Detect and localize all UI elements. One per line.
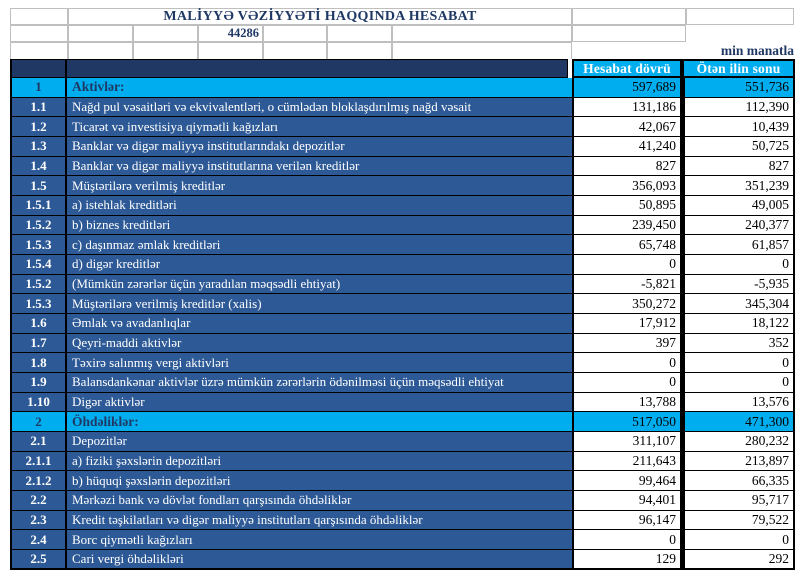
row-value-current: 96,147 bbox=[572, 511, 682, 531]
row-value-previous: 471,300 bbox=[682, 412, 795, 432]
table-row bbox=[10, 294, 795, 314]
grid-cell bbox=[10, 42, 68, 60]
table-row bbox=[10, 275, 795, 295]
row-value-previous: 827 bbox=[682, 157, 795, 177]
table-row bbox=[10, 78, 795, 98]
row-number: 1.9 bbox=[10, 373, 67, 393]
row-value-current: 129 bbox=[572, 550, 682, 570]
row-value-previous: 49,005 bbox=[682, 196, 795, 216]
row-value-previous: 345,304 bbox=[682, 294, 795, 314]
row-value-current: 517,050 bbox=[572, 412, 682, 432]
row-number: 2.2 bbox=[10, 491, 67, 511]
row-label: Əmlak və avadanlıqlar bbox=[67, 314, 572, 334]
table-row bbox=[10, 98, 795, 118]
row-label: Təxirə salınmış vergi aktivləri bbox=[67, 353, 572, 373]
row-label: Kredit təşkilatları və digər maliyyə institutları qarşısında öhdəliklər bbox=[67, 511, 572, 531]
table-row bbox=[10, 550, 795, 570]
row-label: Nağd pul vəsaitləri və ekvivalentləri, o cümlədən bloklaşdırılmış nağd vəsait bbox=[67, 98, 572, 118]
row-value-previous: -5,935 bbox=[682, 275, 795, 295]
row-value-previous: 292 bbox=[682, 550, 795, 570]
grid-cell bbox=[198, 42, 263, 60]
table-row bbox=[10, 373, 795, 393]
row-value-previous: 551,736 bbox=[682, 78, 795, 98]
row-number: 1.6 bbox=[10, 314, 67, 334]
table-row bbox=[10, 511, 795, 531]
grid-cell bbox=[133, 25, 198, 42]
row-number: 1 bbox=[10, 78, 67, 98]
row-value-current: 13,788 bbox=[572, 393, 682, 413]
grid-cell bbox=[327, 25, 392, 42]
table-row bbox=[10, 353, 795, 373]
row-number: 1.1 bbox=[10, 98, 67, 118]
row-value-previous: 79,522 bbox=[682, 511, 795, 531]
table-row bbox=[10, 157, 795, 177]
grid-cell bbox=[10, 25, 68, 42]
table-row bbox=[10, 530, 795, 550]
row-value-current: 41,240 bbox=[572, 137, 682, 157]
row-value-previous: 0 bbox=[682, 255, 795, 275]
row-number: 1.4 bbox=[10, 157, 67, 177]
row-value-current: 397 bbox=[572, 334, 682, 354]
row-value-current: 211,643 bbox=[572, 452, 682, 472]
table-row bbox=[10, 137, 795, 157]
row-value-previous: 0 bbox=[682, 530, 795, 550]
row-label: Müştərilərə verilmiş kreditlər bbox=[67, 176, 572, 196]
row-value-current: 50,895 bbox=[572, 196, 682, 216]
row-number: 1.5.1 bbox=[10, 196, 67, 216]
row-value-current: 0 bbox=[572, 353, 682, 373]
table-body bbox=[10, 78, 795, 570]
row-label: a) istehlak kreditləri bbox=[67, 196, 572, 216]
header-band-number bbox=[10, 59, 67, 78]
table-row bbox=[10, 255, 795, 275]
row-value-current: 94,401 bbox=[572, 491, 682, 511]
row-label: Borc qiymətli kağızları bbox=[67, 530, 572, 550]
row-label: Müştərilərə verilmiş kreditlər (xalis) bbox=[67, 294, 572, 314]
grid-cell bbox=[327, 42, 392, 60]
row-value-previous: 0 bbox=[682, 353, 795, 373]
row-label: a) fiziki şəxslərin depozitləri bbox=[67, 452, 572, 472]
title-row bbox=[10, 8, 794, 25]
row-label: Digər aktivlər bbox=[67, 393, 572, 413]
row-value-previous: 66,335 bbox=[682, 471, 795, 491]
header-band-label bbox=[67, 59, 568, 78]
row-number: 1.5.2 bbox=[10, 275, 67, 295]
row-value-current: 0 bbox=[572, 373, 682, 393]
grid-cell bbox=[68, 25, 133, 42]
row-value-previous: 18,122 bbox=[682, 314, 795, 334]
row-value-previous: 13,576 bbox=[682, 393, 795, 413]
row-number: 1.5.4 bbox=[10, 255, 67, 275]
row-label: b) biznes kreditləri bbox=[67, 216, 572, 236]
row-number: 2.1 bbox=[10, 432, 67, 452]
row-value-current: 239,450 bbox=[572, 216, 682, 236]
row-value-current: 356,093 bbox=[572, 176, 682, 196]
table-row bbox=[10, 196, 795, 216]
row-value-current: 597,689 bbox=[572, 78, 682, 98]
row-value-current: 17,912 bbox=[572, 314, 682, 334]
row-value-current: 0 bbox=[572, 255, 682, 275]
report-title: MALİYYƏ VƏZİYYƏTİ HAQQINDA HESABAT bbox=[68, 8, 572, 25]
top-grid bbox=[10, 8, 794, 60]
table-header bbox=[10, 59, 795, 78]
table-row bbox=[10, 176, 795, 196]
report-table bbox=[10, 59, 795, 570]
grid-cell bbox=[392, 25, 572, 42]
row-label: c) daşınmaz əmlak kreditləri bbox=[67, 235, 572, 255]
table-row bbox=[10, 314, 795, 334]
grid-cell bbox=[572, 25, 686, 42]
grid-cell bbox=[263, 42, 327, 60]
row-value-previous: 95,717 bbox=[682, 491, 795, 511]
row-label: Qeyri-maddi aktivlər bbox=[67, 334, 572, 354]
table-row bbox=[10, 117, 795, 137]
grid-cell bbox=[68, 42, 133, 60]
table-row bbox=[10, 334, 795, 354]
row-value-previous: 112,390 bbox=[682, 98, 795, 118]
row-value-previous: 0 bbox=[682, 373, 795, 393]
table-row bbox=[10, 452, 795, 472]
row-label: Ticarət və investisiya qiymətli kağızları bbox=[67, 117, 572, 137]
row-number: 1.7 bbox=[10, 334, 67, 354]
row-value-current: 827 bbox=[572, 157, 682, 177]
row-number: 1.5.3 bbox=[10, 294, 67, 314]
table-row bbox=[10, 491, 795, 511]
row-number: 2.1.1 bbox=[10, 452, 67, 472]
row-number: 2.4 bbox=[10, 530, 67, 550]
row-label: Banklar və digər maliyyə institutlarına verilən kreditlər bbox=[67, 157, 572, 177]
row-label: (Mümkün zərərlər üçün yaradılan məqsədli ehtiyat) bbox=[67, 275, 572, 295]
row-number: 2.5 bbox=[10, 550, 67, 570]
date-serial-cell: 44286 bbox=[198, 25, 263, 42]
row-number: 2.3 bbox=[10, 511, 67, 531]
unit-row bbox=[10, 42, 794, 60]
row-label: Öhdəliklər: bbox=[67, 412, 572, 432]
table-row bbox=[10, 432, 795, 452]
col-header-current: Hesabat dövrü bbox=[572, 59, 682, 78]
row-label: Depozitlər bbox=[67, 432, 572, 452]
row-value-previous: 10,439 bbox=[682, 117, 795, 137]
row-value-previous: 213,897 bbox=[682, 452, 795, 472]
grid-cell bbox=[392, 42, 572, 60]
table-row bbox=[10, 235, 795, 255]
row-value-current: -5,821 bbox=[572, 275, 682, 295]
row-value-current: 350,272 bbox=[572, 294, 682, 314]
row-value-current: 42,067 bbox=[572, 117, 682, 137]
row-number: 1.5 bbox=[10, 176, 67, 196]
row-label: Aktivlər: bbox=[67, 78, 572, 98]
row-number: 1.5.3 bbox=[10, 235, 67, 255]
row-number: 1.3 bbox=[10, 137, 67, 157]
table-row bbox=[10, 471, 795, 491]
date-row bbox=[10, 25, 794, 42]
grid-cell bbox=[10, 8, 68, 25]
row-value-previous: 352 bbox=[682, 334, 795, 354]
grid-cell bbox=[572, 8, 686, 25]
row-value-previous: 280,232 bbox=[682, 432, 795, 452]
row-number: 2 bbox=[10, 412, 67, 432]
row-value-current: 311,107 bbox=[572, 432, 682, 452]
row-number: 1.2 bbox=[10, 117, 67, 137]
row-label: Mərkəzi bank və dövlət fondları qarşısında öhdəliklər bbox=[67, 491, 572, 511]
row-value-previous: 61,857 bbox=[682, 235, 795, 255]
row-value-current: 99,464 bbox=[572, 471, 682, 491]
row-label: d) digər kreditlər bbox=[67, 255, 572, 275]
grid-cell bbox=[263, 25, 327, 42]
row-value-previous: 240,377 bbox=[682, 216, 795, 236]
row-label: b) hüquqi şəxslərin depozitləri bbox=[67, 471, 572, 491]
row-value-current: 131,186 bbox=[572, 98, 682, 118]
grid-cell bbox=[133, 42, 198, 60]
row-label: Cari vergi öhdəlikləri bbox=[67, 550, 572, 570]
row-number: 1.10 bbox=[10, 393, 67, 413]
row-number: 1.5.2 bbox=[10, 216, 67, 236]
col-header-previous: Ötən ilin sonu bbox=[682, 59, 795, 78]
row-value-current: 0 bbox=[572, 530, 682, 550]
row-value-previous: 50,725 bbox=[682, 137, 795, 157]
table-row bbox=[10, 216, 795, 236]
unit-note: min manatla bbox=[720, 43, 794, 58]
row-label: Banklar və digər maliyyə institutlarındakı depozitlər bbox=[67, 137, 572, 157]
row-number: 2.1.2 bbox=[10, 471, 67, 491]
row-value-current: 65,748 bbox=[572, 235, 682, 255]
grid-cell bbox=[686, 8, 794, 25]
row-label: Balansdankənar aktivlər üzrə mümkün zərərlərin ödənilməsi üçün məqsədli ehtiyat bbox=[67, 373, 572, 393]
table-row bbox=[10, 412, 795, 432]
table-row bbox=[10, 393, 795, 413]
row-number: 1.8 bbox=[10, 353, 67, 373]
row-value-previous: 351,239 bbox=[682, 176, 795, 196]
